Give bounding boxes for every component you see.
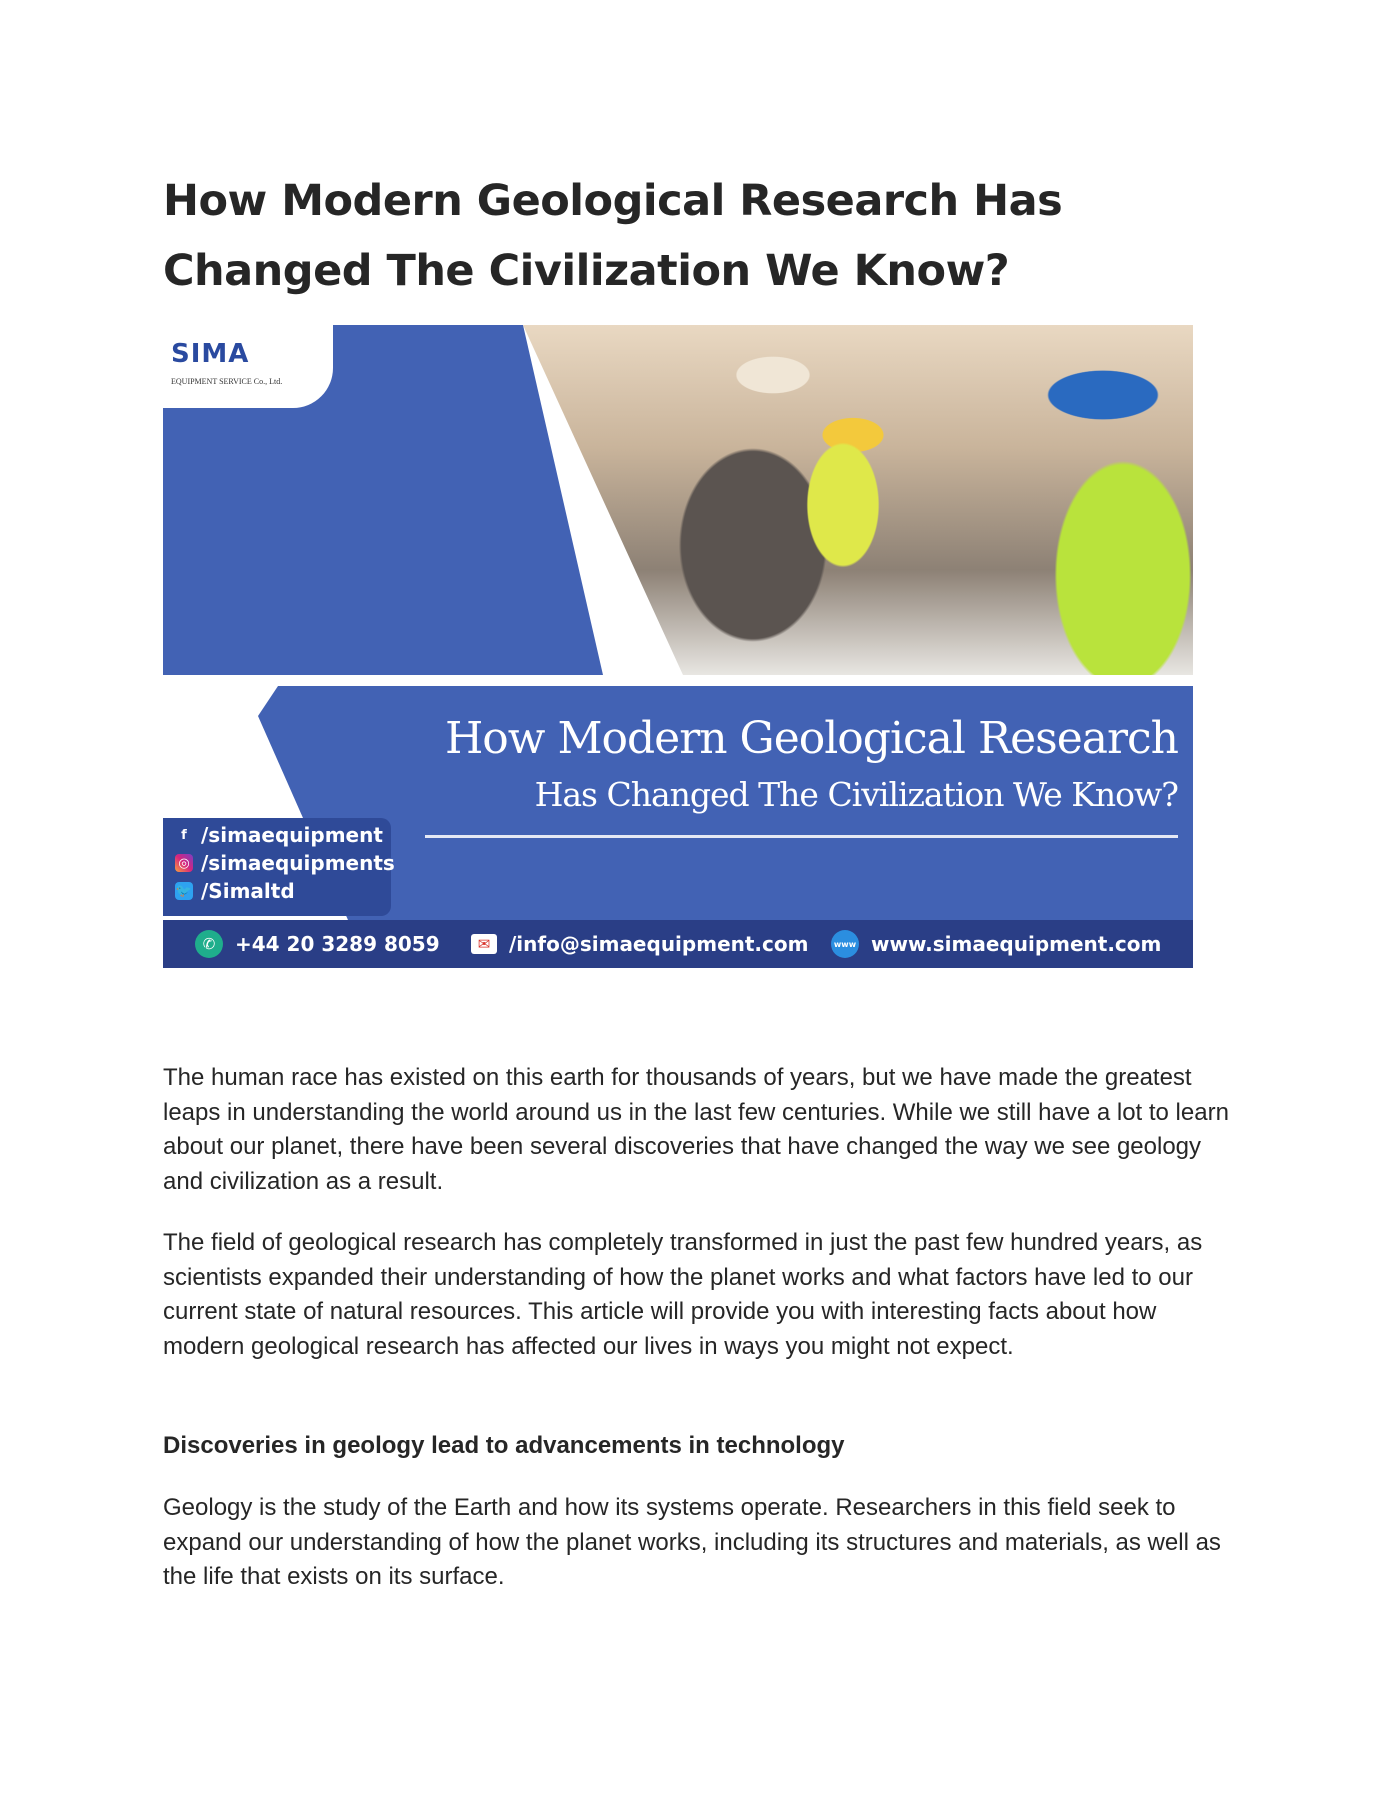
globe-icon: www [831, 930, 859, 958]
twitter-icon: 🐦 [175, 883, 193, 899]
social-instagram [175, 850, 395, 876]
contact-email [471, 932, 808, 956]
section-heading: Discoveries in geology lead to advancements in technology [163, 1432, 845, 1459]
social-links [163, 818, 395, 916]
contact-phone [195, 930, 440, 958]
social-label: /simaequipments [201, 851, 395, 875]
facebook-icon: f [181, 827, 187, 843]
banner-heading-line1: How Modern Geological Research [444, 713, 1178, 764]
mail-icon: ✉ [471, 934, 497, 954]
phone-icon: ✆ [195, 930, 223, 958]
logo-text: SIMA [171, 339, 250, 369]
social-label: /simaequipment [201, 823, 383, 847]
section-paragraph: Geology is the study of the Earth and how its systems operate. Researchers in this field seek to expand our understanding of how the planet works, including its structures and materials, as well as the life that exists on its surface. [163, 1494, 1221, 1591]
contact-strip [163, 920, 1193, 968]
logo-subtext: EQUIPMENT SERVICE Co., Ltd. [171, 377, 283, 386]
engineers-photo [523, 325, 1193, 675]
email-address: /info@simaequipment.com [509, 932, 809, 956]
instagram-icon: ◎ [175, 854, 193, 872]
social-facebook [175, 822, 383, 848]
contact-website [831, 930, 1161, 958]
phone-number: +44 20 3289 8059 [235, 932, 440, 956]
social-label: /Simaltd [201, 879, 295, 903]
banner-heading-line2: Has Changed The Civilization We Know? [534, 775, 1178, 814]
banner-image [163, 325, 1193, 968]
intro-paragraph-1: The human race has existed on this earth for thousands of years, but we have made the greatest leaps in understanding the world around us in the last few centuries. While we still have a lot to learn about our planet, there have been several discoveries that have changed the way we see geology and civilization as a result. [163, 1064, 1229, 1195]
intro-paragraph-2: The field of geological research has completely transformed in just the past few hundred years, as scientists expanded their understanding of how the planet works and what factors have led to our current state of natural resources. This article will provide you with interesting facts about how modern geological research has affected our lives in ways you might not expect. [163, 1229, 1203, 1360]
page-title: How Modern Geological Research Has Changed The Civilization We Know? [163, 176, 1063, 296]
banner-divider [425, 835, 1178, 838]
company-logo [163, 325, 333, 408]
social-twitter [175, 878, 295, 904]
website-url: www.simaequipment.com [871, 932, 1162, 956]
